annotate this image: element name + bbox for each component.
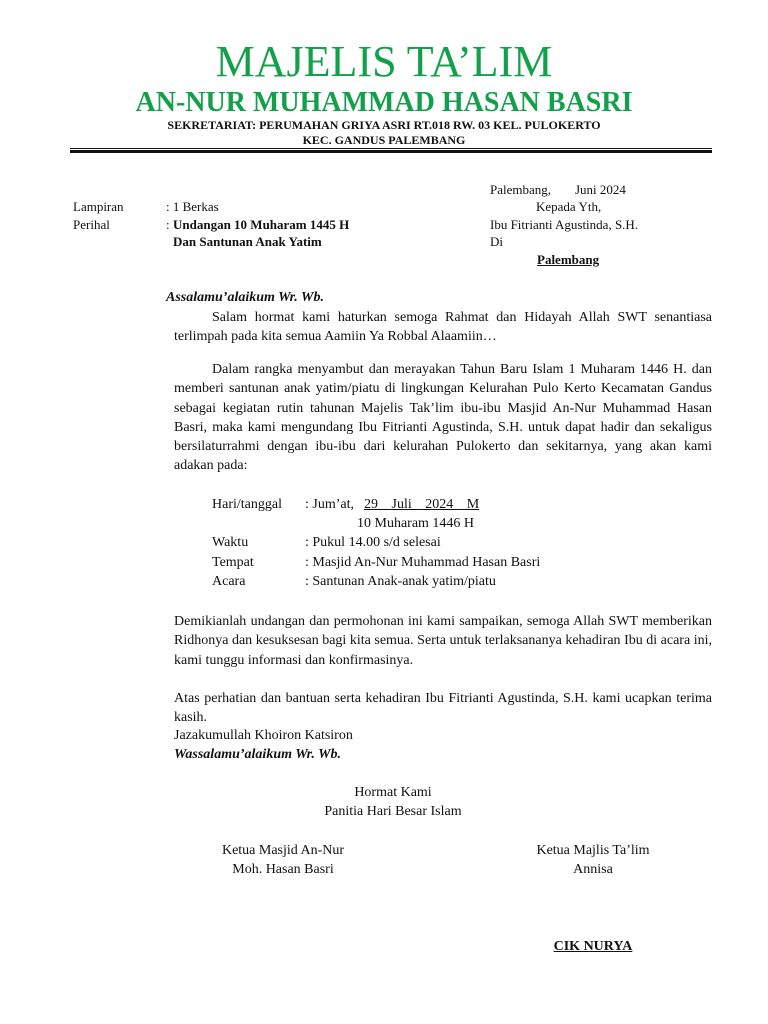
paragraph-closing: Demikianlah undangan dan permohonan ini kami sampaikan, semoga Allah SWT memberikan Ridhonya dan kesuksesan bagi kita semua. Serta untuk terlaksananya kehadiran Ibu di acara ini, kami tunggu informasi dan konfirmasinya. (174, 614, 712, 668)
letter-date: Juni 2024 (575, 182, 626, 197)
signature-panitia: Panitia Hari Besar Islam (324, 804, 462, 819)
header-divider-thick (70, 150, 712, 153)
lampiran-label: Lampiran (73, 199, 124, 214)
perihal-label: Perihal (73, 217, 110, 232)
signature-left-name: Moh. Hasan Basri (232, 862, 334, 877)
org-title: MAJELIS TA’LIM (215, 37, 553, 86)
signature-bottom-name: CIK NURYA (553, 939, 633, 954)
event-time-value: : Pukul 14.00 s/d selesai (305, 535, 441, 550)
signature-hormat: Hormat Kami (354, 785, 432, 800)
paragraph-opening: Salam hormat kami haturkan semoga Rahmat dan Hidayah Allah SWT senantiasa terlimpah pada kita semua Aamiin Ya Robbal Alaamiin… (174, 310, 712, 345)
recipient-city: Palembang (537, 252, 600, 267)
event-agenda-label: Acara (212, 574, 246, 589)
event-date: 29 Juli 2024 M (364, 497, 480, 512)
lampiran-value: : 1 Berkas (166, 199, 219, 214)
event-day-label: Hari/tanggal (212, 497, 282, 512)
recipient-name: Ibu Fitrianti Agustinda, S.H. (490, 217, 639, 232)
greeting: Assalamu’alaikum Wr. Wb. (166, 290, 324, 305)
event-place-value: : Masjid An-Nur Muhammad Hasan Basri (305, 555, 541, 570)
paragraph-invitation: Dalam rangka menyambut dan merayakan Tahun Baru Islam 1 Muharam 1446 H. dan memberi santunan anak yatim/piatu di lingkungan Kelurahan Pulo Kerto Kecamatan Gandus sebagai kegiatan rutin tahunan Majelis Tak’lim ibu-ibu Masjid An-Nur Muhammad Hasan Basri, maka kami mengundang Ibu Fitrianti Agustinda, S.H. untuk dapat hadir dan sekaligus bersilaturrahmi dengan ibu-ibu dari kelurahan Pulokerto dan sekitarnya, yang akan kami adakan pada: (174, 362, 712, 474)
address-line-1: SEKRETARIAT: PERUMAHAN GRIYA ASRI RT.018 RW. 03 KEL. PULOKERTO (167, 118, 601, 132)
event-hijri-date: 10 Muharam 1446 H (357, 516, 475, 531)
perihal-colon: : (166, 217, 170, 232)
kepada-yth: Kepada Yth, (536, 199, 602, 214)
header-divider-thin (70, 148, 712, 149)
recipient-di: Di (490, 234, 503, 249)
letter-city: Palembang, (490, 182, 552, 197)
org-subtitle: AN-NUR MUHAMMAD HASAN BASRI (135, 87, 633, 118)
event-place-label: Tempat (212, 555, 254, 570)
signature-right-title: Ketua Majlis Ta’lim (536, 843, 650, 858)
signature-left-title: Ketua Masjid An-Nur (221, 843, 345, 858)
event-day-prefix: : Jum’at, (305, 497, 354, 512)
paragraph-thanks: Atas perhatian dan bantuan serta kehadiran Ibu Fitrianti Agustinda, S.H. kami ucapkan terima kasih. (174, 691, 712, 726)
event-agenda-value: : Santunan Anak-anak yatim/piatu (305, 574, 496, 589)
closing-salam: Wassalamu’alaikum Wr. Wb. (174, 747, 342, 762)
event-time-label: Waktu (212, 535, 249, 550)
jazakumullah: Jazakumullah Khoiron Katsiron (174, 728, 353, 743)
address-line-2: KEC. GANDUS PALEMBANG (302, 133, 466, 147)
signature-right-name: Annisa (573, 862, 613, 877)
perihal-value-2: Dan Santunan Anak Yatim (173, 234, 322, 249)
perihal-value-1: Undangan 10 Muharam 1445 H (173, 217, 350, 232)
